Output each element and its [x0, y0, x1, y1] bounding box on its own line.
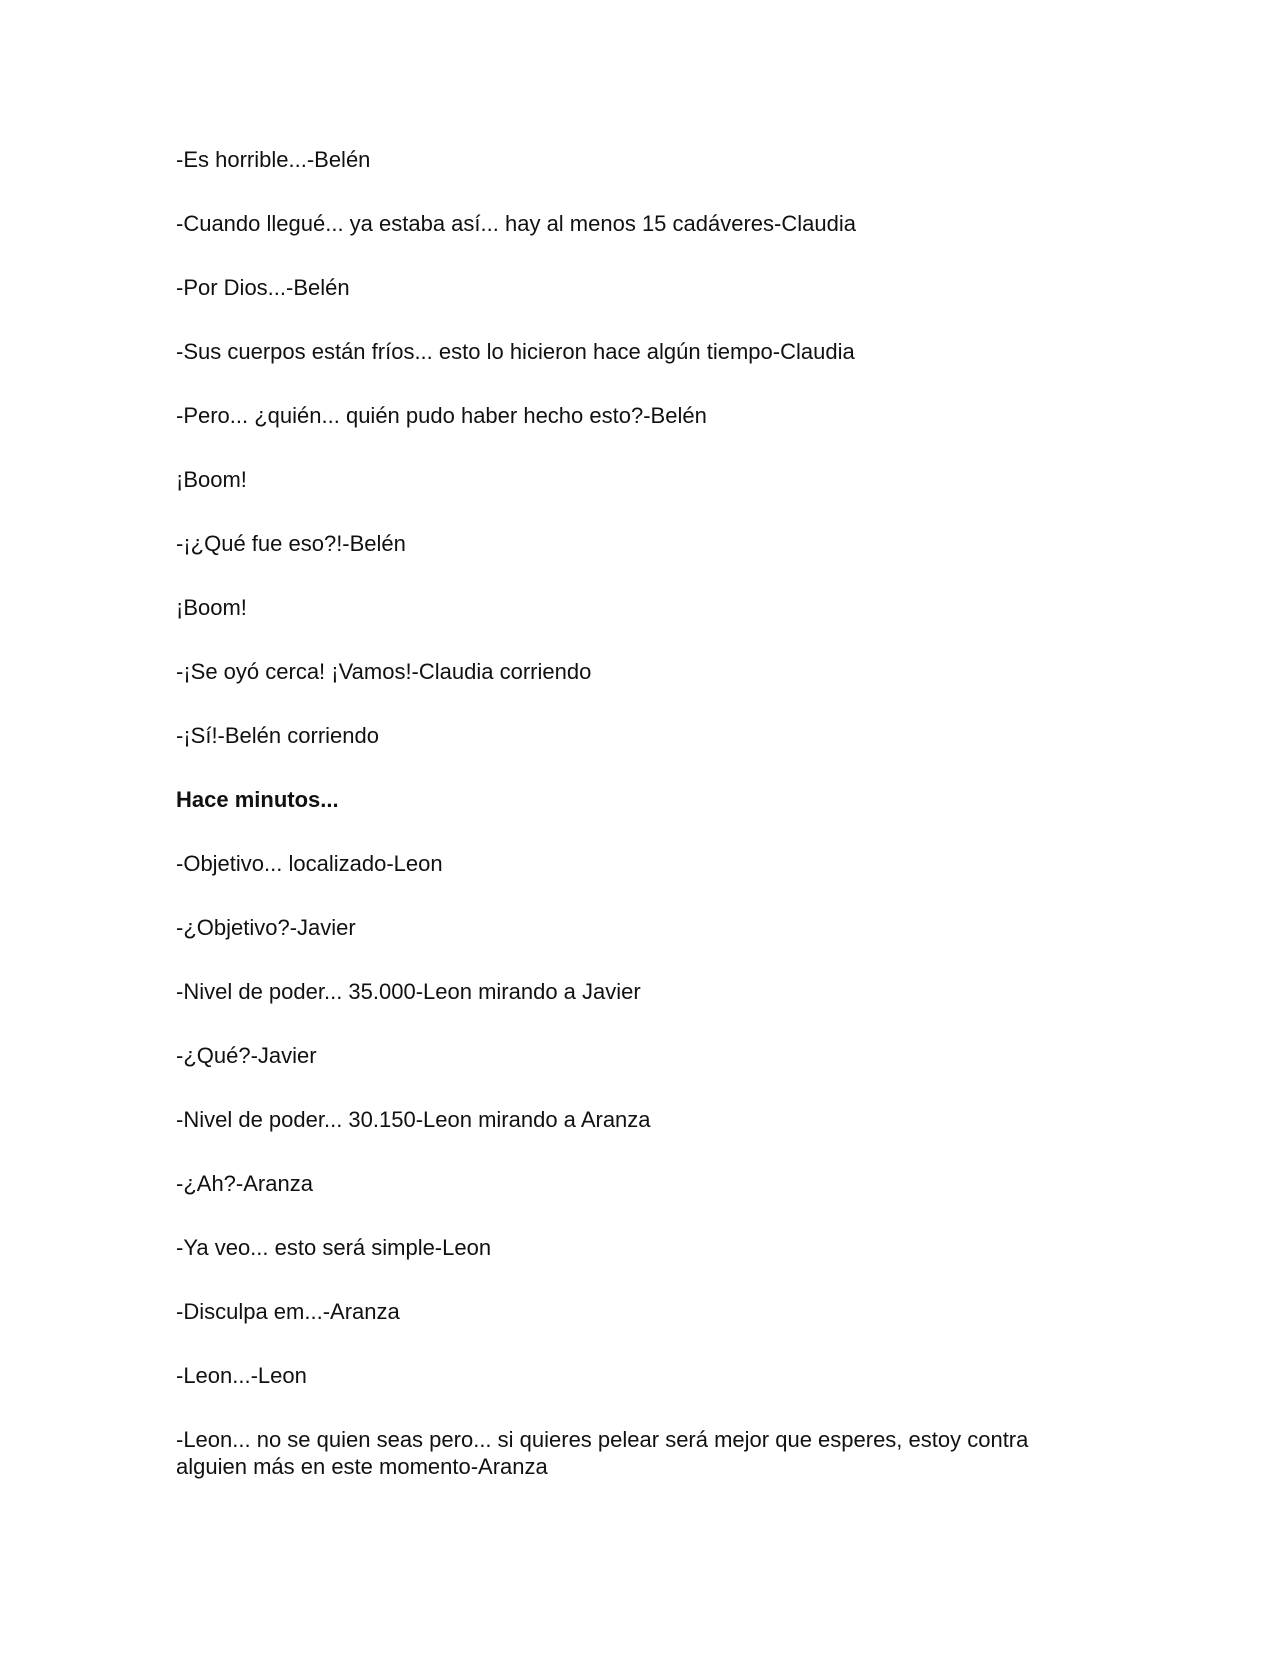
- scene-heading: Hace minutos...: [176, 787, 339, 812]
- dialogue-line: -¿Ah?-Aranza: [176, 1171, 313, 1196]
- dialogue-line: -Pero... ¿quién... quién pudo haber hecho esto?-Belén: [176, 403, 707, 428]
- dialogue-line: -Por Dios...-Belén: [176, 275, 350, 300]
- dialogue-line: -Objetivo... localizado-Leon: [176, 851, 443, 876]
- dialogue-line: -Cuando llegué... ya estaba así... hay al menos 15 cadáveres-Claudia: [176, 211, 856, 236]
- dialogue-line: -Sus cuerpos están fríos... esto lo hicieron hace algún tiempo-Claudia: [176, 339, 855, 364]
- dialogue-line: -Es horrible...-Belén: [176, 147, 371, 172]
- dialogue-line: -Nivel de poder... 35.000-Leon mirando a Javier: [176, 979, 641, 1004]
- dialogue-line: -¿Objetivo?-Javier: [176, 915, 356, 940]
- sound-effect-line: ¡Boom!: [176, 467, 247, 492]
- dialogue-line: -¡Se oyó cerca! ¡Vamos!-Claudia corriendo: [176, 659, 592, 684]
- document-body: [176, 146, 1096, 1480]
- sound-effect-line: ¡Boom!: [176, 595, 247, 620]
- dialogue-line: -Leon... no se quien seas pero... si quieres pelear será mejor que esperes, estoy contra alguien más en este momento-Aranza: [176, 1427, 1029, 1479]
- dialogue-line: -¡¿Qué fue eso?!-Belén: [176, 531, 406, 556]
- dialogue-line: -Nivel de poder... 30.150-Leon mirando a Aranza: [176, 1107, 651, 1132]
- dialogue-line: -¿Qué?-Javier: [176, 1043, 317, 1068]
- dialogue-line: -Ya veo... esto será simple-Leon: [176, 1235, 492, 1260]
- dialogue-line: -¡Sí!-Belén corriendo: [176, 723, 379, 748]
- dialogue-line: -Leon...-Leon: [176, 1363, 307, 1388]
- dialogue-line: -Disculpa em...-Aranza: [176, 1299, 400, 1324]
